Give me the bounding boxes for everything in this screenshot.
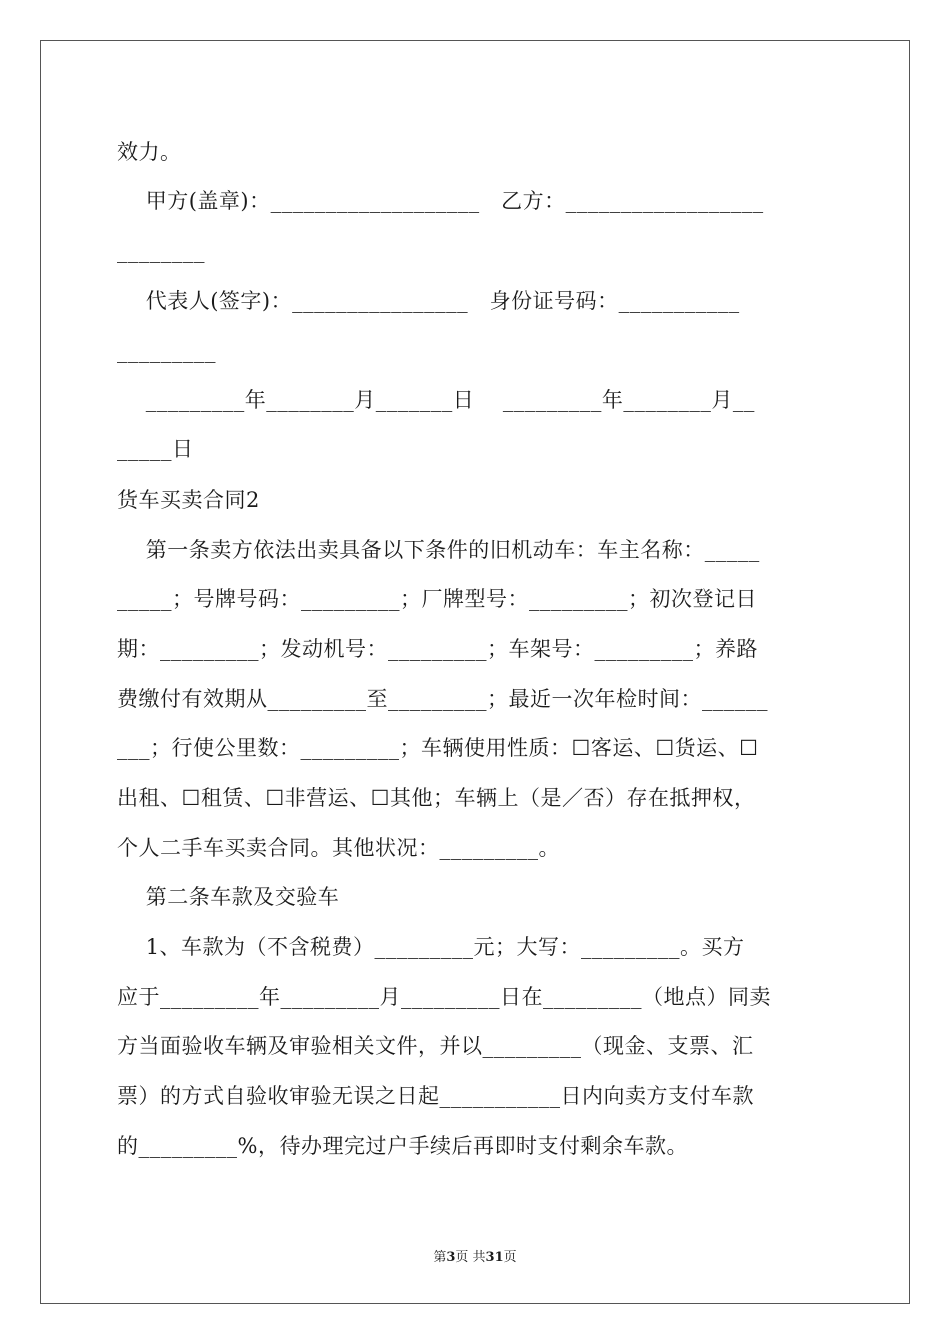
page-mid: 页 共 [455, 1250, 486, 1265]
text-line: 第二条车款及交验车 [117, 885, 340, 909]
page-prefix: 第 [433, 1250, 447, 1265]
text-line: 出租、☐租赁、☐非营运、☐其他；车辆上（是／否）存在抵押权， [117, 786, 756, 810]
total-page-number: 31 [485, 1250, 504, 1265]
text-line: 效力。 [117, 140, 182, 164]
current-page-number: 3 [446, 1250, 456, 1265]
text-line: 费缴付有效期从_________至_________；最近一次年检时间：______ [117, 687, 768, 711]
page-border [40, 40, 910, 1304]
text-line: _________年________月_______日 _________年________月__ [117, 388, 755, 412]
text-line: _____；号牌号码：_________；厂牌型号：_________；初次登记日 [117, 587, 757, 611]
text-line: ___；行使公里数：_________；车辆使用性质：☐客运、☐货运、☐ [117, 736, 759, 760]
text-line: 期：_________；发动机号：_________；车架号：_________；养路 [117, 637, 758, 661]
text-line: 1、车款为（不含税费）_________元；大写：_________。买方 [117, 935, 745, 959]
text-line: _____日 [117, 437, 194, 461]
text-line: 甲方(盖章)：___________________ 乙方：__________________ [117, 189, 764, 213]
text-line: 票）的方式自验收审验无误之日起___________日内向卖方支付车款 [117, 1084, 754, 1108]
text-line: 第一条卖方依法出卖具备以下条件的旧机动车：车主名称：_____ [117, 538, 760, 562]
text-line: _________ [117, 339, 216, 363]
text-line: 代表人(签字)：________________ 身份证号码：___________ [117, 289, 740, 313]
text-line: 应于_________年_________月_________日在_________（地点）同卖 [117, 985, 771, 1009]
page-suffix: 页 [503, 1250, 517, 1265]
text-line: 个人二手车买卖合同。其他状况：_________。 [117, 836, 560, 860]
page-footer [0, 1249, 950, 1267]
text-line: ________ [117, 239, 205, 263]
section-title: 货车买卖合同2 [117, 488, 260, 512]
text-line: 的_________%，待办理完过户手续后再即时支付剩余车款。 [117, 1134, 688, 1158]
text-line: 方当面验收车辆及审验相关文件，并以_________（现金、支票、汇 [117, 1034, 754, 1058]
